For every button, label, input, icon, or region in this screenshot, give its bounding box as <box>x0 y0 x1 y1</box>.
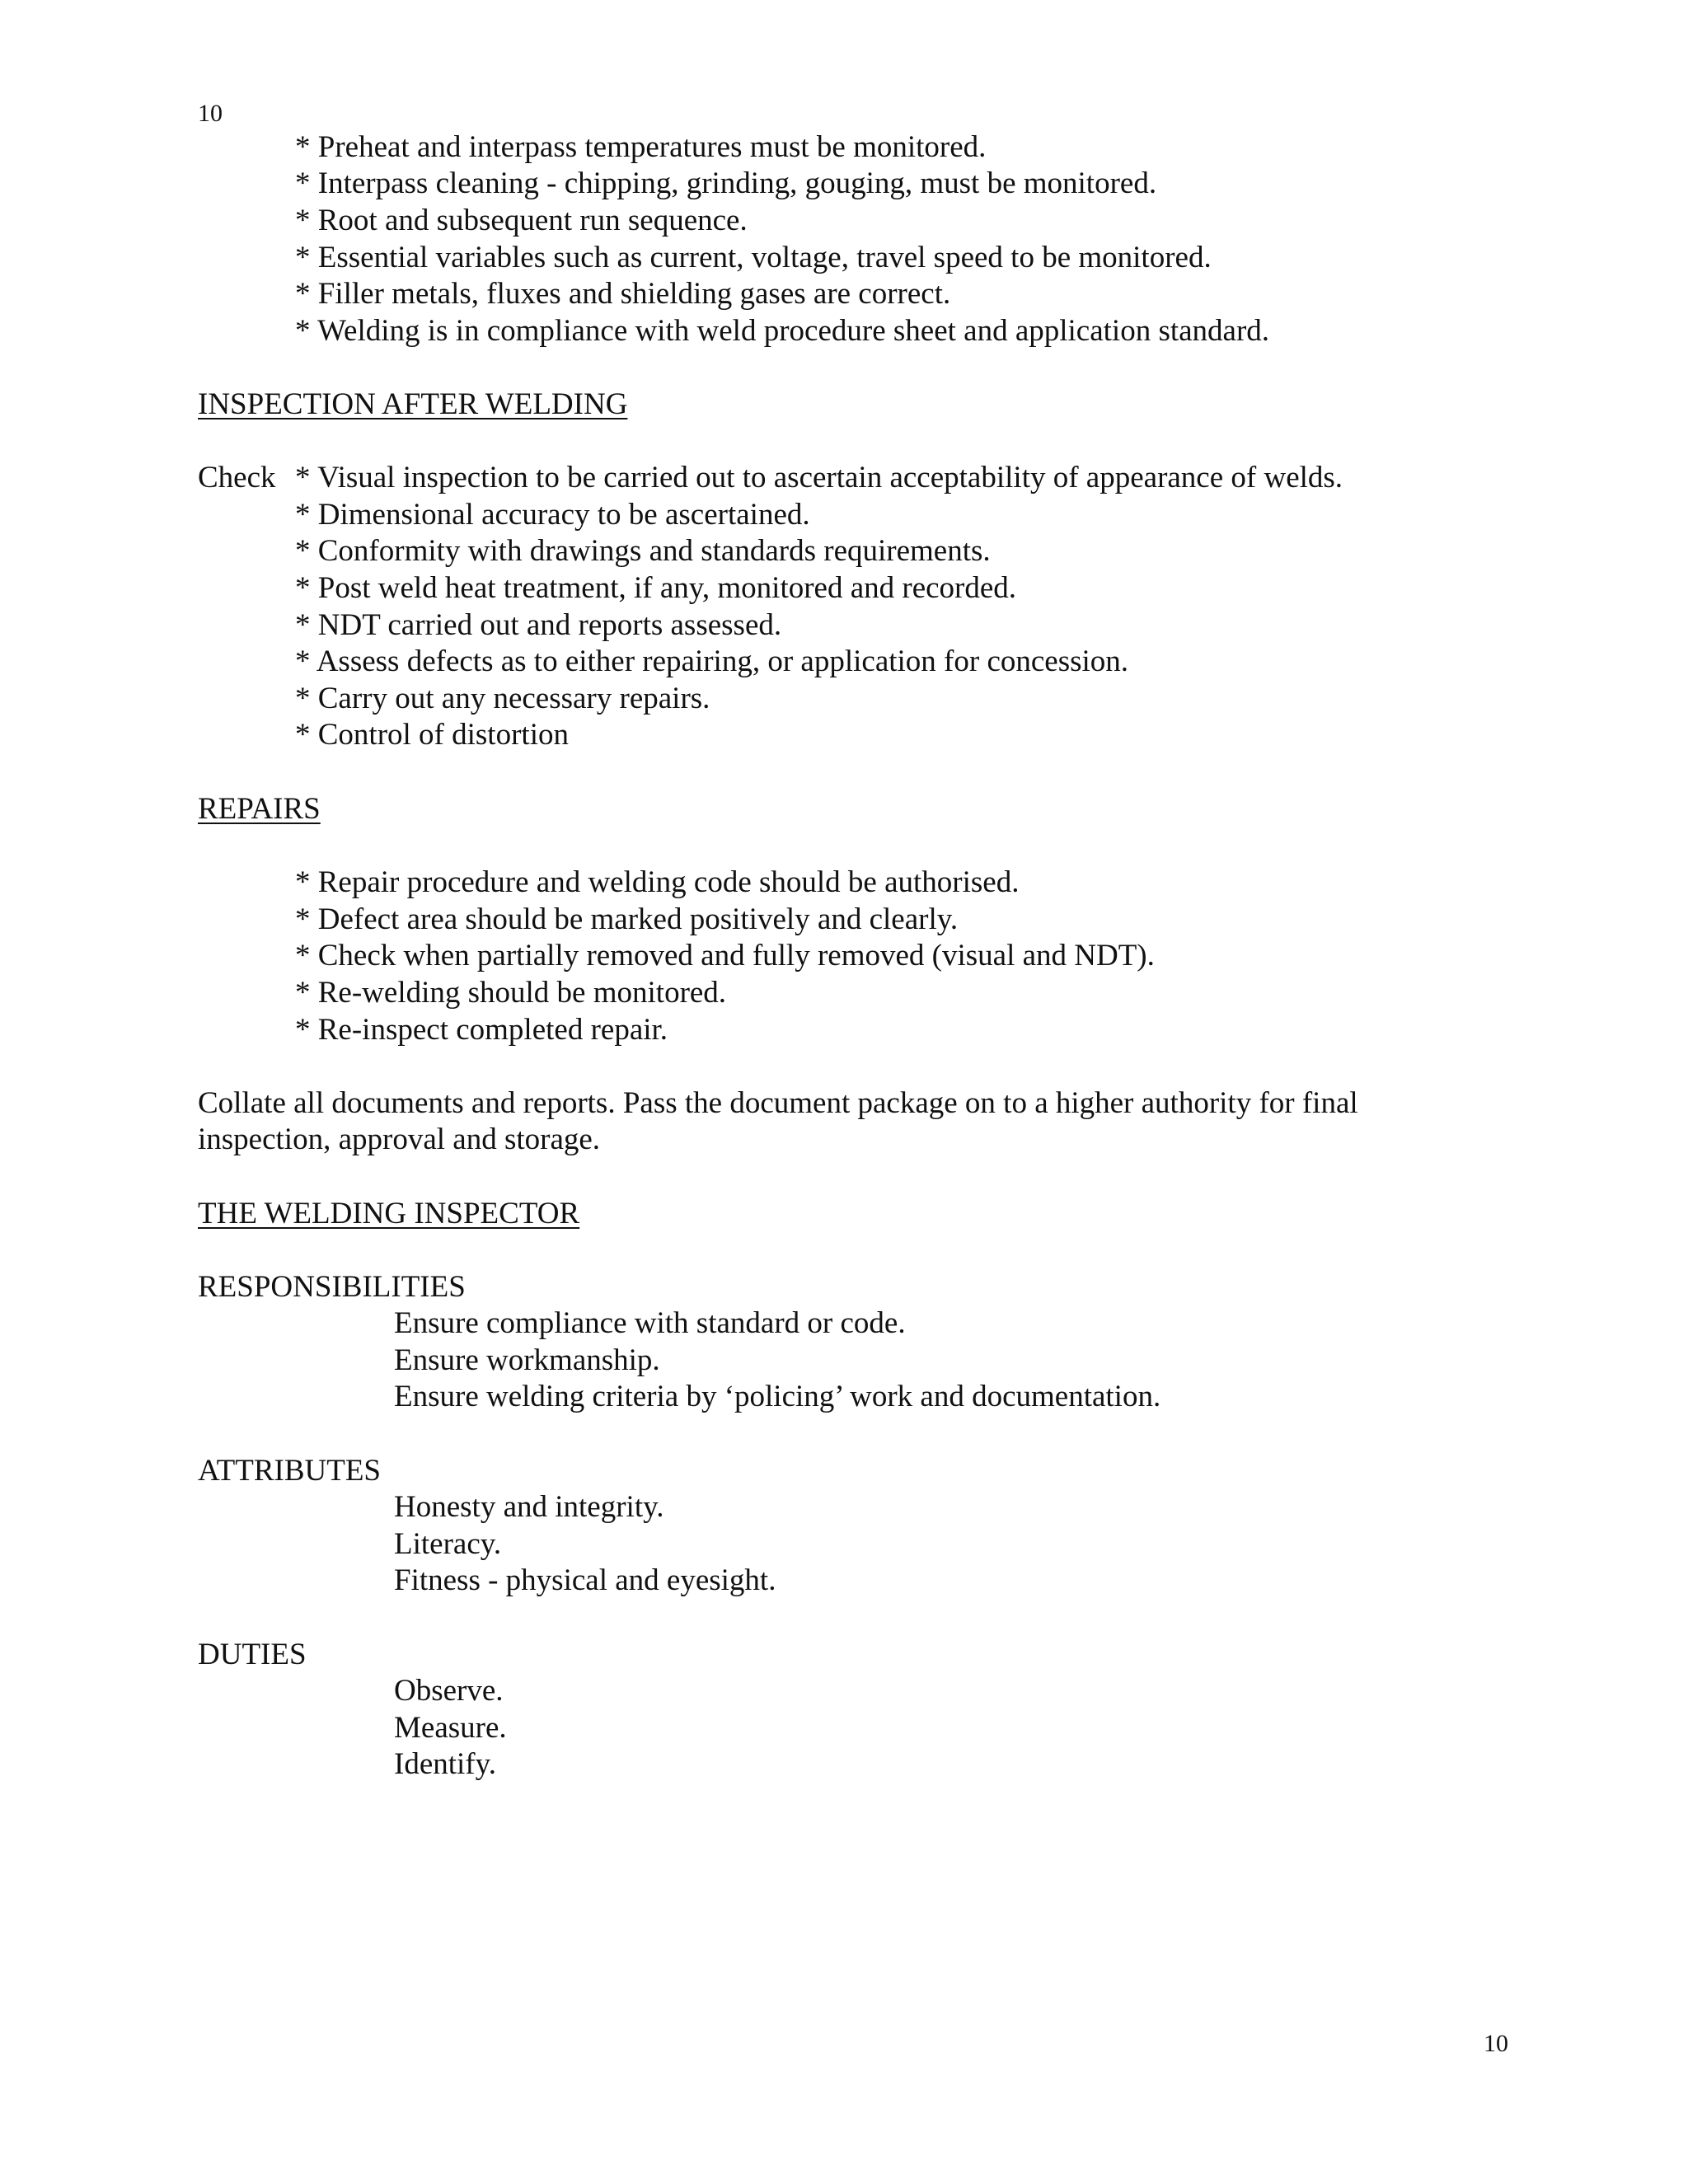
attribute-item: Literacy. <box>394 1527 502 1561</box>
repairs-item: * Re-welding should be monitored. <box>295 976 727 1010</box>
duty-item: Identify. <box>394 1747 496 1781</box>
after-welding-item: * Control of distortion <box>295 718 569 752</box>
after-welding-item: * Dimensional accuracy to be ascertained. <box>295 498 810 532</box>
during-welding-item: * Essential variables such as current, voltage, travel speed to be monitored. <box>295 241 1212 274</box>
section-heading-repairs: REPAIRS <box>198 792 321 826</box>
repairs-item: * Defect area should be marked positively and clearly. <box>295 902 959 936</box>
responsibility-item: Ensure welding criteria by ‘policing’ work and documentation. <box>394 1380 1161 1413</box>
after-welding-item: * Conformity with drawings and standards requirements. <box>295 534 991 568</box>
after-welding-item: * Assess defects as to either repairing, or application for concession. <box>295 644 1129 678</box>
attribute-item: Honesty and integrity. <box>394 1490 664 1524</box>
attribute-item: Fitness - physical and eyesight. <box>394 1563 776 1597</box>
repairs-item: * Check when partially removed and fully removed (visual and NDT). <box>295 939 1155 972</box>
subheading-responsibilities: RESPONSIBILITIES <box>198 1270 466 1304</box>
after-welding-item: * NDT carried out and reports assessed. <box>295 608 782 642</box>
during-welding-item: * Preheat and interpass temperatures must be monitored. <box>295 130 987 164</box>
repairs-item: * Re-inspect completed repair. <box>295 1013 668 1047</box>
page-number-bottom: 10 <box>1484 2030 1508 2057</box>
subheading-duties: DUTIES <box>198 1638 307 1671</box>
duty-item: Observe. <box>394 1674 504 1708</box>
closing-paragraph-line: inspection, approval and storage. <box>198 1122 601 1156</box>
closing-paragraph-line: Collate all documents and reports. Pass the document package on to a higher authority for final <box>198 1086 1358 1120</box>
check-label: Check <box>198 461 276 494</box>
after-welding-item: * Post weld heat treatment, if any, monitored and recorded. <box>295 571 1017 605</box>
during-welding-item: * Root and subsequent run sequence. <box>295 204 748 237</box>
responsibility-item: Ensure workmanship. <box>394 1343 660 1377</box>
repairs-item: * Repair procedure and welding code should be authorised. <box>295 865 1020 899</box>
section-heading-welding-inspector: THE WELDING INSPECTOR <box>198 1197 580 1230</box>
during-welding-item: * Welding is in compliance with weld procedure sheet and application standard. <box>295 314 1270 348</box>
duty-item: Measure. <box>394 1711 507 1745</box>
responsibility-item: Ensure compliance with standard or code. <box>394 1306 906 1340</box>
during-welding-item: * Interpass cleaning - chipping, grinding, gouging, must be monitored. <box>295 166 1157 200</box>
subheading-attributes: ATTRIBUTES <box>198 1454 381 1488</box>
after-welding-item: * Carry out any necessary repairs. <box>295 682 710 715</box>
page-number-top: 10 <box>198 100 223 127</box>
after-welding-item: * Visual inspection to be carried out to ascertain acceptability of appearance of welds. <box>295 461 1343 494</box>
during-welding-item: * Filler metals, fluxes and shielding gases are correct. <box>295 277 951 311</box>
section-heading-inspection-after-welding: INSPECTION AFTER WELDING <box>198 387 628 421</box>
